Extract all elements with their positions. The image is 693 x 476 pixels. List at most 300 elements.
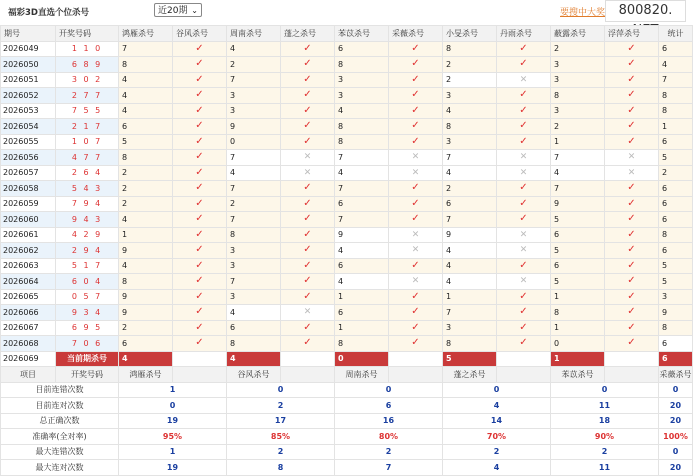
check-icon <box>497 212 551 228</box>
period-cell: 2026049 <box>1 41 56 57</box>
cross-icon <box>389 243 443 259</box>
empty-cell <box>605 367 659 383</box>
table-row <box>1 258 693 274</box>
column-header[interactable]: 谷风杀号 <box>173 26 227 42</box>
period-cell: 2026063 <box>1 258 56 274</box>
check-icon <box>173 119 227 135</box>
summary-value: 4 <box>443 398 551 414</box>
check-icon <box>281 103 335 119</box>
kill-value-cell: 8 <box>659 227 693 243</box>
kill-value-cell: 2 <box>119 165 173 181</box>
kill-value-cell: 6 <box>659 212 693 228</box>
table-row <box>1 72 693 88</box>
column-header[interactable]: 开奖号码 <box>56 26 119 42</box>
kill-value-cell: 3 <box>443 134 497 150</box>
summary-column-header: 蓬之杀号 <box>443 367 497 383</box>
summary-value: 11 <box>551 398 659 414</box>
table-row <box>1 88 693 104</box>
kill-value-cell: 8 <box>443 41 497 57</box>
check-mark: ✓ <box>627 120 636 132</box>
period-cell: 2026055 <box>1 134 56 150</box>
draw-number-cell: 3 0 2 <box>56 72 119 88</box>
current-period-row <box>1 351 693 367</box>
kill-value-cell: 5 <box>551 274 605 290</box>
kill-value-cell: 8 <box>335 57 389 73</box>
draw-number-cell: 2 9 4 <box>56 243 119 259</box>
kill-value-cell: 3 <box>335 72 389 88</box>
summary-row <box>1 413 693 429</box>
check-mark: ✓ <box>627 182 636 194</box>
kill-value-cell: 8 <box>119 274 173 290</box>
check-icon <box>605 103 659 119</box>
draw-number-cell: 7 9 4 <box>56 196 119 212</box>
check-icon <box>173 72 227 88</box>
kill-value-cell: 1 <box>443 289 497 305</box>
check-mark: ✓ <box>411 290 420 302</box>
kill-value-cell: 3 <box>551 103 605 119</box>
cross-icon <box>497 243 551 259</box>
check-icon <box>389 258 443 274</box>
check-icon <box>173 41 227 57</box>
summary-value: 2 <box>335 444 443 460</box>
kill-value-cell: 3 <box>227 289 281 305</box>
kill-value-cell: 6 <box>659 336 693 352</box>
cross-icon <box>389 150 443 166</box>
check-mark: ✓ <box>195 166 204 178</box>
kill-value-cell: 9 <box>119 305 173 321</box>
check-icon <box>389 119 443 135</box>
cross-icon <box>497 165 551 181</box>
cross-icon <box>497 150 551 166</box>
draw-number-cell: 6 8 9 <box>56 57 119 73</box>
column-header[interactable]: 鸿雁杀号 <box>119 26 173 42</box>
summary-column-header: 采薇杀号 <box>659 367 693 383</box>
summary-value: 95% <box>119 429 227 445</box>
kill-value-cell: 6 <box>335 305 389 321</box>
column-header[interactable]: 周南杀号 <box>227 26 281 42</box>
cross-mark: ✕ <box>519 245 528 256</box>
check-mark: ✓ <box>303 290 312 302</box>
kill-value-cell: 7 <box>335 212 389 228</box>
check-mark: ✓ <box>195 120 204 132</box>
check-mark: ✓ <box>519 182 528 194</box>
kill-value-cell: 4 <box>119 103 173 119</box>
kill-value-cell: 3 <box>551 72 605 88</box>
table-row <box>1 165 693 181</box>
summary-value: 14 <box>443 413 551 429</box>
kill-value-cell: 6 <box>659 196 693 212</box>
table-row <box>1 119 693 135</box>
check-icon <box>497 289 551 305</box>
check-icon <box>281 72 335 88</box>
table-row <box>1 57 693 73</box>
draw-number-cell: 4 7 7 <box>56 150 119 166</box>
summary-label: 准确率(全对率) <box>1 429 119 445</box>
summary-value: 0 <box>551 382 659 398</box>
summary-value: 20 <box>659 413 693 429</box>
column-header[interactable]: 丹雨杀号 <box>497 26 551 42</box>
draw-number-cell: 1 0 7 <box>56 134 119 150</box>
summary-value: 17 <box>227 413 335 429</box>
check-icon <box>173 305 227 321</box>
check-icon <box>281 289 335 305</box>
kill-value-cell: 1 <box>659 119 693 135</box>
period-range-value: 近20期 <box>158 6 188 16</box>
kill-value-cell: 7 <box>227 274 281 290</box>
table-row <box>1 196 693 212</box>
kill-value-cell: 8 <box>335 336 389 352</box>
column-header[interactable]: 浮萍杀号 <box>605 26 659 42</box>
check-icon <box>497 88 551 104</box>
kill-value-cell: 2 <box>659 165 693 181</box>
kill-value-cell: 8 <box>551 305 605 321</box>
period-range-select[interactable] <box>154 3 202 17</box>
check-icon <box>173 336 227 352</box>
kill-value-cell: 5 <box>659 258 693 274</box>
draw-number-cell: 0 5 7 <box>56 289 119 305</box>
check-icon <box>605 227 659 243</box>
check-mark: ✓ <box>303 213 312 225</box>
kill-value-cell: 6 <box>551 258 605 274</box>
kill-value-cell: 9 <box>443 227 497 243</box>
check-icon <box>173 165 227 181</box>
kill-value-cell: 8 <box>659 88 693 104</box>
check-icon <box>281 41 335 57</box>
kill-value-cell: 8 <box>227 227 281 243</box>
table-row <box>1 320 693 336</box>
cross-icon <box>389 274 443 290</box>
period-cell: 2026068 <box>1 336 56 352</box>
kill-value-cell: 3 <box>227 103 281 119</box>
check-mark: ✓ <box>627 244 636 256</box>
kill-value-cell: 6 <box>335 196 389 212</box>
current-kill-value: 4 <box>227 351 281 367</box>
check-icon <box>389 289 443 305</box>
kill-value-cell: 5 <box>551 212 605 228</box>
kill-value-cell: 1 <box>335 289 389 305</box>
cross-icon <box>605 150 659 166</box>
check-mark: ✓ <box>519 259 528 271</box>
current-kill-value: 1 <box>551 351 605 367</box>
check-mark: ✓ <box>627 306 636 318</box>
current-kill-value: 4 <box>119 351 173 367</box>
kill-value-cell: 7 <box>335 150 389 166</box>
check-mark: ✓ <box>627 58 636 70</box>
check-mark: ✓ <box>519 337 528 349</box>
check-icon <box>281 336 335 352</box>
check-icon <box>605 57 659 73</box>
kill-value-cell: 2 <box>551 41 605 57</box>
draw-number-cell: 5 4 3 <box>56 181 119 197</box>
summary-value: 20 <box>659 398 693 414</box>
empty-cell <box>281 367 335 383</box>
summary-label: 目前连错次数 <box>1 382 119 398</box>
kill-value-cell: 7 <box>443 150 497 166</box>
empty-cell <box>173 367 227 383</box>
period-cell: 2026065 <box>1 289 56 305</box>
cross-mark: ✕ <box>519 152 528 163</box>
check-mark: ✓ <box>195 275 204 287</box>
kill-value-cell: 6 <box>335 41 389 57</box>
kill-value-cell: 8 <box>335 119 389 135</box>
table-row <box>1 227 693 243</box>
check-mark: ✓ <box>627 197 636 209</box>
draw-number-cell: 6 0 4 <box>56 274 119 290</box>
kill-value-cell: 8 <box>659 320 693 336</box>
period-cell: 2026056 <box>1 150 56 166</box>
summary-column-header: 周南杀号 <box>335 367 389 383</box>
cross-mark: ✕ <box>411 276 420 287</box>
kill-value-cell: 4 <box>551 165 605 181</box>
draw-number-cell: 7 5 5 <box>56 103 119 119</box>
check-mark: ✓ <box>627 275 636 287</box>
kill-value-cell: 3 <box>227 243 281 259</box>
check-mark: ✓ <box>519 213 528 225</box>
period-cell: 2026052 <box>1 88 56 104</box>
column-header[interactable]: 苯苡杀号 <box>335 26 389 42</box>
check-icon <box>173 196 227 212</box>
summary-column-header: 项目 <box>1 367 56 383</box>
empty-cell <box>497 367 551 383</box>
column-header[interactable]: 小旻杀号 <box>443 26 497 42</box>
check-mark: ✓ <box>195 259 204 271</box>
column-header[interactable]: 统计 <box>659 26 693 42</box>
check-mark: ✓ <box>195 89 204 101</box>
check-mark: ✓ <box>303 197 312 209</box>
column-header[interactable]: 采薇杀号 <box>389 26 443 42</box>
summary-value: 4 <box>443 460 551 476</box>
check-mark: ✓ <box>303 58 312 70</box>
check-icon <box>605 305 659 321</box>
summary-column-header: 开奖号码 <box>56 367 119 383</box>
check-mark: ✓ <box>303 259 312 271</box>
kill-value-cell: 2 <box>119 320 173 336</box>
check-icon <box>497 336 551 352</box>
kill-value-cell: 4 <box>119 88 173 104</box>
kill-value-cell: 9 <box>119 289 173 305</box>
kill-value-cell: 7 <box>551 150 605 166</box>
summary-column-header: 苯苡杀号 <box>551 367 605 383</box>
check-mark: ✓ <box>195 135 204 147</box>
summary-row <box>1 429 693 445</box>
draw-number-cell: 1 1 0 <box>56 41 119 57</box>
check-mark: ✓ <box>195 58 204 70</box>
current-kill-value: 6 <box>659 351 693 367</box>
kill-value-cell: 2 <box>551 119 605 135</box>
check-icon <box>281 258 335 274</box>
check-icon <box>173 150 227 166</box>
kill-value-cell: 9 <box>119 243 173 259</box>
check-mark: ✓ <box>519 306 528 318</box>
check-icon <box>281 320 335 336</box>
check-mark: ✓ <box>519 89 528 101</box>
kill-value-cell: 7 <box>551 181 605 197</box>
table-row <box>1 181 693 197</box>
period-cell: 2026066 <box>1 305 56 321</box>
summary-value: 0 <box>443 382 551 398</box>
check-icon <box>281 88 335 104</box>
kill-value-cell: 9 <box>551 196 605 212</box>
check-icon <box>389 305 443 321</box>
summary-value: 0 <box>335 382 443 398</box>
check-mark: ✓ <box>627 89 636 101</box>
kill-value-cell: 6 <box>443 196 497 212</box>
draw-number-cell: 7 0 6 <box>56 336 119 352</box>
check-mark: ✓ <box>303 73 312 85</box>
cross-mark: ✕ <box>303 152 312 163</box>
summary-value: 0 <box>119 398 227 414</box>
table-row <box>1 274 693 290</box>
table-row <box>1 243 693 259</box>
cross-icon <box>605 165 659 181</box>
check-icon <box>173 274 227 290</box>
kill-value-cell: 4 <box>443 243 497 259</box>
cross-icon <box>497 72 551 88</box>
check-icon <box>389 41 443 57</box>
check-icon <box>281 227 335 243</box>
kill-value-cell: 2 <box>227 196 281 212</box>
check-icon <box>173 258 227 274</box>
empty-cell <box>389 367 443 383</box>
check-mark: ✓ <box>627 104 636 116</box>
column-header[interactable]: 蔽露杀号 <box>551 26 605 42</box>
kill-number-table <box>0 25 693 476</box>
check-mark: ✓ <box>411 58 420 70</box>
check-mark: ✓ <box>195 321 204 333</box>
summary-label: 目前连对次数 <box>1 398 119 414</box>
check-mark: ✓ <box>303 228 312 240</box>
check-mark: ✓ <box>411 42 420 54</box>
kill-value-cell: 4 <box>227 41 281 57</box>
column-header[interactable]: 蓬之杀号 <box>281 26 335 42</box>
summary-value: 11 <box>551 460 659 476</box>
check-mark: ✓ <box>303 120 312 132</box>
promo-link[interactable]: 要搜中大奖 <box>560 8 606 18</box>
kill-value-cell: 5 <box>119 134 173 150</box>
check-icon <box>497 196 551 212</box>
kill-value-cell: 7 <box>335 181 389 197</box>
check-mark: ✓ <box>411 135 420 147</box>
summary-value: 2 <box>227 444 335 460</box>
summary-label: 最大连对次数 <box>1 460 119 476</box>
check-icon <box>605 88 659 104</box>
check-icon <box>497 57 551 73</box>
check-icon <box>605 243 659 259</box>
check-icon <box>605 320 659 336</box>
cross-mark: ✕ <box>519 229 528 240</box>
check-mark: ✓ <box>627 213 636 225</box>
summary-column-header: 鸿雁杀号 <box>119 367 173 383</box>
kill-value-cell: 1 <box>335 320 389 336</box>
kill-value-cell: 3 <box>335 88 389 104</box>
check-mark: ✓ <box>627 259 636 271</box>
check-mark: ✓ <box>195 244 204 256</box>
summary-value: 0 <box>659 444 693 460</box>
check-icon <box>281 196 335 212</box>
summary-value: 18 <box>551 413 659 429</box>
kill-value-cell: 8 <box>443 119 497 135</box>
kill-value-cell: 4 <box>335 243 389 259</box>
check-mark: ✓ <box>303 321 312 333</box>
check-icon <box>497 119 551 135</box>
summary-value: 6 <box>335 398 443 414</box>
kill-value-cell: 2 <box>119 181 173 197</box>
table-row <box>1 212 693 228</box>
check-icon <box>389 196 443 212</box>
summary-value: 80% <box>335 429 443 445</box>
kill-value-cell: 4 <box>335 165 389 181</box>
cross-icon <box>281 150 335 166</box>
empty-cell <box>173 351 227 367</box>
kill-value-cell: 2 <box>227 57 281 73</box>
kill-value-cell: 4 <box>119 72 173 88</box>
check-icon <box>389 181 443 197</box>
draw-number-cell: 5 1 7 <box>56 258 119 274</box>
empty-cell <box>281 351 335 367</box>
summary-value: 70% <box>443 429 551 445</box>
kill-value-cell: 7 <box>227 181 281 197</box>
summary-label: 最大连错次数 <box>1 444 119 460</box>
kill-value-cell: 7 <box>227 150 281 166</box>
check-mark: ✓ <box>195 182 204 194</box>
check-icon <box>497 181 551 197</box>
cross-mark: ✕ <box>627 167 636 178</box>
column-header[interactable]: 期号 <box>1 26 56 42</box>
app-title: 福彩3D直选个位杀号 <box>8 8 89 18</box>
kill-value-cell: 8 <box>551 88 605 104</box>
kill-value-cell: 8 <box>227 336 281 352</box>
check-icon <box>605 119 659 135</box>
check-mark: ✓ <box>411 321 420 333</box>
check-mark: ✓ <box>303 244 312 256</box>
kill-value-cell: 0 <box>551 336 605 352</box>
check-mark: ✓ <box>519 321 528 333</box>
period-cell: 2026058 <box>1 181 56 197</box>
kill-value-cell: 6 <box>659 181 693 197</box>
kill-value-cell: 7 <box>443 305 497 321</box>
kill-value-cell: 4 <box>335 274 389 290</box>
kill-value-cell: 5 <box>551 243 605 259</box>
kill-value-cell: 6 <box>659 41 693 57</box>
check-icon <box>389 212 443 228</box>
check-mark: ✓ <box>627 73 636 85</box>
check-icon <box>605 289 659 305</box>
check-icon <box>281 274 335 290</box>
check-mark: ✓ <box>519 120 528 132</box>
check-icon <box>605 274 659 290</box>
check-mark: ✓ <box>519 58 528 70</box>
check-mark: ✓ <box>303 104 312 116</box>
kill-value-cell: 4 <box>119 258 173 274</box>
current-kill-label: 当前期杀号 <box>56 351 119 367</box>
kill-value-cell: 2 <box>443 57 497 73</box>
cross-mark: ✕ <box>411 245 420 256</box>
kill-value-cell: 7 <box>227 212 281 228</box>
check-mark: ✓ <box>411 73 420 85</box>
check-icon <box>605 336 659 352</box>
check-mark: ✓ <box>303 337 312 349</box>
check-icon <box>497 258 551 274</box>
kill-value-cell: 8 <box>119 150 173 166</box>
top-bar <box>0 0 684 24</box>
check-mark: ✓ <box>627 321 636 333</box>
check-icon <box>173 134 227 150</box>
check-mark: ✓ <box>303 42 312 54</box>
period-cell: 2026062 <box>1 243 56 259</box>
summary-column-header: 谷风杀号 <box>227 367 281 383</box>
check-mark: ✓ <box>195 306 204 318</box>
check-mark: ✓ <box>411 259 420 271</box>
